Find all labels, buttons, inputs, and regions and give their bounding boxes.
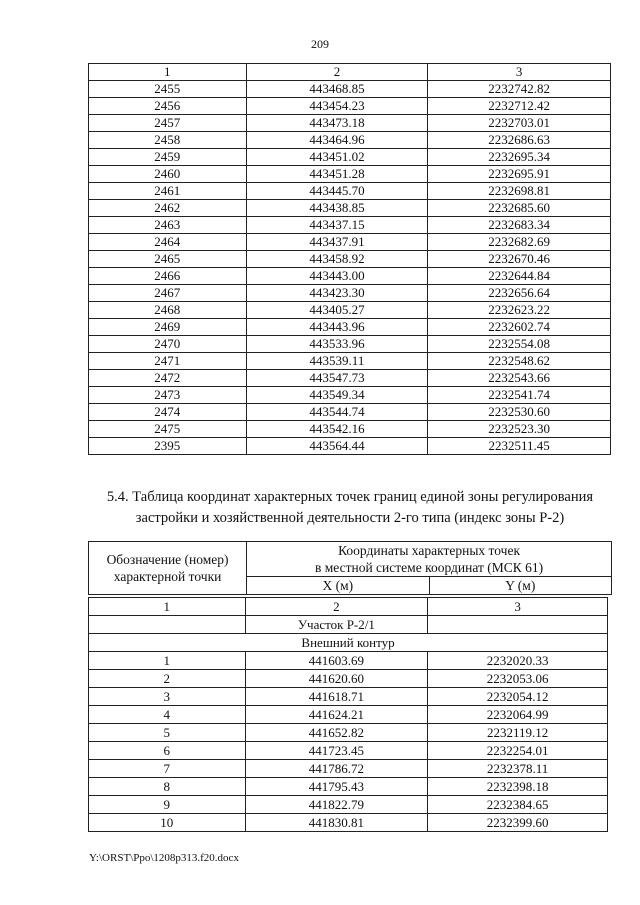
x-coordinate-cell: 443437.15 <box>246 217 428 234</box>
x-coordinate-cell: 443473.18 <box>246 115 428 132</box>
table-row <box>89 251 611 268</box>
column-number-2: 2 <box>246 64 428 81</box>
y-coordinate-cell: 2232685.60 <box>428 200 611 217</box>
table-row <box>89 370 611 387</box>
file-path-footer: Y:\ORST\Ppo\1208p313.f20.docx <box>89 852 239 864</box>
x-coordinate-cell: 443437.91 <box>246 234 428 251</box>
plot-label-row <box>89 616 608 634</box>
x-coordinate-cell: 443549.34 <box>246 387 428 404</box>
y-coordinate-cell: 2232703.01 <box>428 115 611 132</box>
x-coordinate-cell: 443451.28 <box>246 166 428 183</box>
y-coordinate-cell: 2232384.65 <box>428 796 608 814</box>
point-number-cell: 2462 <box>89 200 247 217</box>
y-coordinate-cell: 2232742.82 <box>428 81 611 98</box>
coordinates-table-body <box>89 81 611 455</box>
x-coordinate-cell: 443564.44 <box>246 438 428 455</box>
table-row <box>89 760 608 778</box>
y-coordinate-cell: 2232020.33 <box>428 652 608 670</box>
x-coordinate-cell: 441618.71 <box>245 688 428 706</box>
coordinates-header-line-1: Координаты характерных точек <box>338 543 521 558</box>
section-heading <box>80 487 620 529</box>
x-coordinate-cell: 443454.23 <box>246 98 428 115</box>
x-coordinate-cell: 441830.81 <box>245 814 428 832</box>
y-coordinate-cell: 2232682.69 <box>428 234 611 251</box>
point-number-cell: 2463 <box>89 217 247 234</box>
contour-label: Внешний контур <box>89 634 608 652</box>
x-coordinate-cell: 443544.74 <box>246 404 428 421</box>
y-coordinate-cell: 2232548.62 <box>428 353 611 370</box>
point-number-cell: 8 <box>89 778 246 796</box>
y-coordinate-cell: 2232378.11 <box>428 760 608 778</box>
table-row <box>89 688 608 706</box>
point-number-cell: 2467 <box>89 285 247 302</box>
x-coordinate-cell: 443423.30 <box>246 285 428 302</box>
table-row <box>89 778 608 796</box>
y-coordinate-cell: 2232543.66 <box>428 370 611 387</box>
point-number-cell: 2471 <box>89 353 247 370</box>
point-number-cell: 2464 <box>89 234 247 251</box>
y-coordinate-cell: 2232686.63 <box>428 132 611 149</box>
table-row <box>89 217 611 234</box>
point-number-cell: 3 <box>89 688 246 706</box>
x-coordinate-cell: 443445.70 <box>246 183 428 200</box>
x-coordinate-cell: 441723.45 <box>245 742 428 760</box>
point-number-cell: 2468 <box>89 302 247 319</box>
x-coordinate-cell: 441620.60 <box>245 670 428 688</box>
section-heading-line-1: 5.4. Таблица координат характерных точек границ единой зоны регулирования <box>106 489 594 505</box>
table-row <box>89 438 611 455</box>
y-coordinate-cell: 2232623.22 <box>428 302 611 319</box>
x-coordinate-cell: 441786.72 <box>245 760 428 778</box>
point-number-cell: 2461 <box>89 183 247 200</box>
point-number-cell: 2458 <box>89 132 247 149</box>
y-coordinate-cell: 2232054.12 <box>428 688 608 706</box>
y-coordinate-cell: 2232695.91 <box>428 166 611 183</box>
x-coordinate-cell: 443547.73 <box>246 370 428 387</box>
x-column-header: X (м) <box>247 577 429 595</box>
point-number-cell: 2457 <box>89 115 247 132</box>
y-coordinate-cell: 2232644.84 <box>428 268 611 285</box>
y-coordinate-cell: 2232398.18 <box>428 778 608 796</box>
y-coordinate-cell: 2232541.74 <box>428 387 611 404</box>
x-coordinate-cell: 441822.79 <box>245 796 428 814</box>
table-row <box>89 724 608 742</box>
y-coordinate-cell: 2232523.30 <box>428 421 611 438</box>
table-row <box>89 353 611 370</box>
x-coordinate-cell: 441795.43 <box>245 778 428 796</box>
x-coordinate-cell: 441624.21 <box>245 706 428 724</box>
y-coordinate-cell: 2232683.34 <box>428 217 611 234</box>
y-coordinate-cell: 2232119.12 <box>428 724 608 742</box>
point-designation-header-line-2: характерной точки <box>113 569 222 584</box>
x-coordinate-cell: 443438.85 <box>246 200 428 217</box>
y-coordinate-cell: 2232602.74 <box>428 319 611 336</box>
point-number-cell: 6 <box>89 742 246 760</box>
x-coordinate-cell: 443405.27 <box>246 302 428 319</box>
point-number-cell: 2 <box>89 670 246 688</box>
point-number-cell: 2455 <box>89 81 247 98</box>
plot-label: Участок Р-2/1 <box>245 616 428 634</box>
table-row <box>89 796 608 814</box>
column-number-1: 1 <box>89 598 246 616</box>
y-column-header: Y (м) <box>429 577 611 595</box>
point-number-cell: 2473 <box>89 387 247 404</box>
table-row <box>89 200 611 217</box>
point-number-cell: 2466 <box>89 268 247 285</box>
column-numbering-row <box>89 598 608 616</box>
y-coordinate-cell: 2232698.81 <box>428 183 611 200</box>
y-coordinate-cell: 2232064.99 <box>428 706 608 724</box>
table-row <box>89 404 611 421</box>
x-coordinate-cell: 443533.96 <box>246 336 428 353</box>
point-designation-header <box>89 542 247 595</box>
table-row <box>89 319 611 336</box>
point-number-cell: 2472 <box>89 370 247 387</box>
table-row <box>89 268 611 285</box>
column-number-3: 3 <box>428 64 611 81</box>
x-coordinate-cell: 443458.92 <box>246 251 428 268</box>
y-coordinate-cell: 2232511.45 <box>428 438 611 455</box>
table-row <box>89 670 608 688</box>
table-row <box>89 285 611 302</box>
y-coordinate-cell: 2232712.42 <box>428 98 611 115</box>
x-coordinate-cell: 443443.00 <box>246 268 428 285</box>
point-number-cell: 2395 <box>89 438 247 455</box>
column-number-1: 1 <box>89 64 247 81</box>
point-number-cell: 7 <box>89 760 246 778</box>
table-row <box>89 98 611 115</box>
table-row <box>89 132 611 149</box>
point-number-cell: 5 <box>89 724 246 742</box>
y-coordinate-cell: 2232053.06 <box>428 670 608 688</box>
contour-label-row <box>89 634 608 652</box>
table-row <box>89 166 611 183</box>
table-row <box>89 706 608 724</box>
point-number-cell: 1 <box>89 652 246 670</box>
zone-table-header <box>88 541 612 595</box>
y-coordinate-cell: 2232656.64 <box>428 285 611 302</box>
x-coordinate-cell: 443451.02 <box>246 149 428 166</box>
x-coordinate-cell: 443542.16 <box>246 421 428 438</box>
table-row <box>89 814 608 832</box>
point-number-cell: 2459 <box>89 149 247 166</box>
plot-label-empty-cell <box>89 616 246 634</box>
page-number: 209 <box>311 37 329 51</box>
coordinates-table-continued <box>88 63 611 455</box>
point-designation-header-line-1: Обозначение (номер) <box>106 552 229 567</box>
section-heading-line-2: застройки и хозяйственной деятельности 2-го типа (индекс зоны Р-2) <box>135 510 565 526</box>
table-row <box>89 149 611 166</box>
coordinates-header <box>247 542 612 577</box>
x-coordinate-cell: 441652.82 <box>245 724 428 742</box>
point-number-cell: 4 <box>89 706 246 724</box>
point-number-cell: 2456 <box>89 98 247 115</box>
table-row <box>89 115 611 132</box>
y-coordinate-cell: 2232554.08 <box>428 336 611 353</box>
table-row <box>89 652 608 670</box>
table-row <box>89 742 608 760</box>
x-coordinate-cell: 443539.11 <box>246 353 428 370</box>
table-row <box>89 336 611 353</box>
point-number-cell: 2465 <box>89 251 247 268</box>
y-coordinate-cell: 2232254.01 <box>428 742 608 760</box>
y-coordinate-cell: 2232670.46 <box>428 251 611 268</box>
plot-label-empty-cell <box>428 616 608 634</box>
table-row <box>89 421 611 438</box>
point-number-cell: 10 <box>89 814 246 832</box>
x-coordinate-cell: 443464.96 <box>246 132 428 149</box>
x-coordinate-cell: 443443.96 <box>246 319 428 336</box>
point-number-cell: 9 <box>89 796 246 814</box>
y-coordinate-cell: 2232695.34 <box>428 149 611 166</box>
table-row <box>89 302 611 319</box>
point-number-cell: 2474 <box>89 404 247 421</box>
y-coordinate-cell: 2232530.60 <box>428 404 611 421</box>
table-row <box>89 183 611 200</box>
zone-coordinates-table <box>88 597 608 832</box>
table-row <box>89 234 611 251</box>
column-number-2: 2 <box>245 598 428 616</box>
column-number-3: 3 <box>428 598 608 616</box>
column-numbering-row <box>89 64 611 81</box>
table-row <box>89 81 611 98</box>
point-number-cell: 2470 <box>89 336 247 353</box>
table-row <box>89 387 611 404</box>
x-coordinate-cell: 443468.85 <box>246 81 428 98</box>
point-number-cell: 2475 <box>89 421 247 438</box>
y-coordinate-cell: 2232399.60 <box>428 814 608 832</box>
point-number-cell: 2469 <box>89 319 247 336</box>
coordinates-header-line-2: в местной системе координат (МСК 61) <box>314 560 544 575</box>
x-coordinate-cell: 441603.69 <box>245 652 428 670</box>
point-number-cell: 2460 <box>89 166 247 183</box>
